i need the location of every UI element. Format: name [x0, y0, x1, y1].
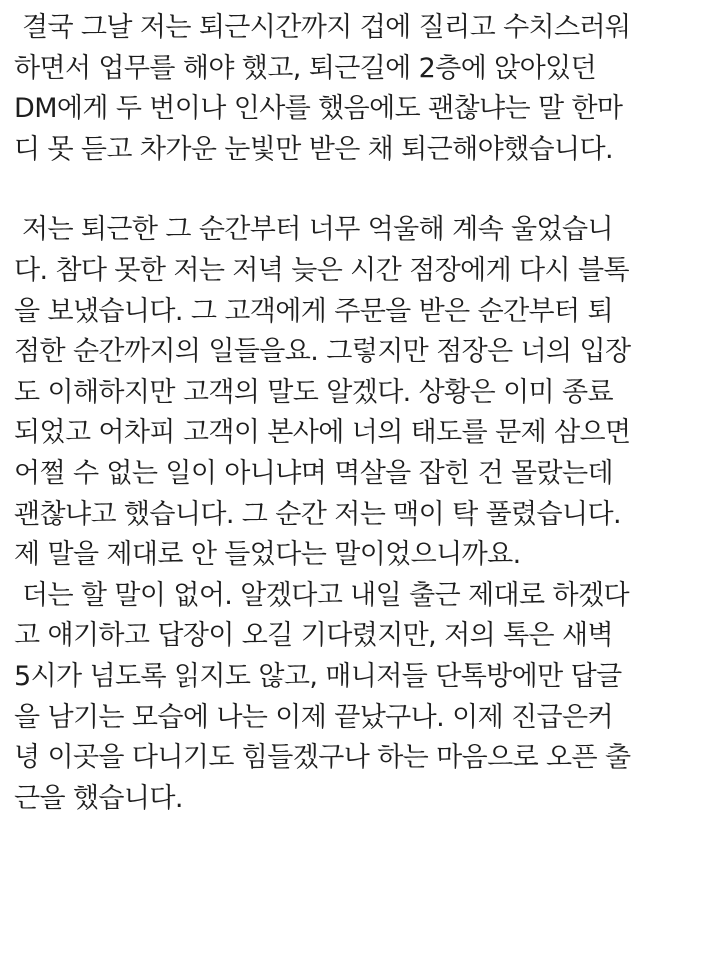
text-line: 을 보냈습니다. 그 고객에게 주문을 받은 순간부터 퇴 [14, 295, 613, 327]
paragraph-1 [14, 8, 714, 170]
text-line: 더는 할 말이 없어. 알겠다고 내일 출근 제대로 하겠다 [14, 579, 629, 611]
text-line: 어쩔 수 없는 일이 아니냐며 멱살을 잡힌 건 몰랐는데 [14, 457, 613, 489]
text-line: 점한 순간까지의 일들을요. 그렇지만 점장은 너의 입장 [14, 336, 631, 368]
text-line: 괜찮냐고 했습니다. 그 순간 저는 맥이 탁 풀렸습니다. [14, 498, 621, 530]
text-line: DM에게 두 번이나 인사를 했음에도 괜찮냐는 말 한마 [14, 93, 623, 125]
text-line: 디 못 듣고 차가운 눈빛만 받은 채 퇴근해야했습니다. [14, 133, 613, 165]
text-line: 저는 퇴근한 그 순간부터 너무 억울해 계속 울었습니 [14, 214, 613, 246]
paragraph-2 [14, 210, 714, 819]
text-line: 근을 했습니다. [14, 782, 183, 814]
text-line: 고 얘기하고 답장이 오길 기다렸지만, 저의 톡은 새벽 [14, 620, 613, 652]
text-line: 5시가 넘도록 읽지도 않고, 매니저들 단톡방에만 답글 [14, 660, 622, 692]
text-line: 결국 그날 저는 퇴근시간까지 겁에 질리고 수치스러워 [14, 12, 631, 43]
text-line: 녕 이곳을 다니기도 힘들겠구나 하는 마음으로 오픈 출 [14, 742, 631, 774]
text-line: 을 남기는 모습에 나는 이제 끝났구나. 이제 진급은커 [14, 701, 613, 733]
text-line: 도 이해하지만 고객의 말도 알겠다. 상황은 이미 종료 [14, 376, 613, 408]
text-line: 제 말을 제대로 안 들었다는 말이었으니까요. [14, 539, 521, 571]
paragraph-gap [14, 170, 714, 210]
text-line: 하면서 업무를 해야 했고, 퇴근길에 2층에 앉아있던 [14, 52, 597, 84]
text-line: 다. 참다 못한 저는 저녁 늦은 시간 점장에게 다시 블톡 [14, 254, 629, 286]
text-line: 되었고 어차피 고객이 본사에 너의 태도를 문제 삼으면 [14, 417, 631, 449]
document-body [14, 8, 714, 819]
